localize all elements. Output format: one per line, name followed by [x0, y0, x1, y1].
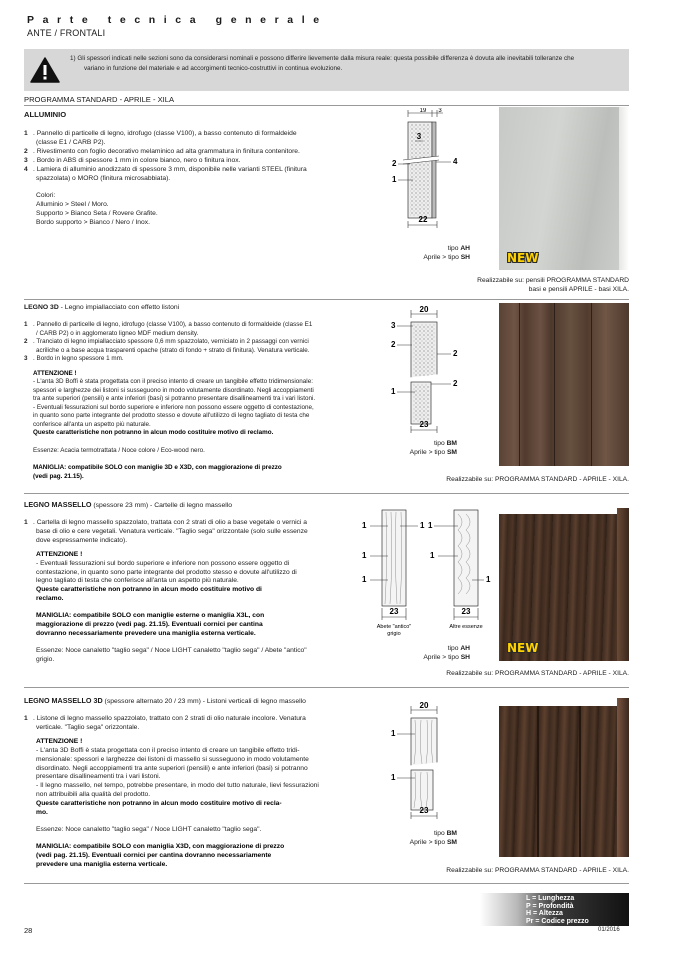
svg-text:20: 20 [419, 305, 429, 314]
notice-line: variano in funzione del materiale e ad accorgimenti tecnico-costruttivi in continua evoluzione. [84, 64, 343, 72]
page-number: 28 [24, 926, 33, 935]
svg-text:1: 1 [362, 575, 367, 584]
section-diagram-legno3d [383, 302, 473, 442]
svg-text:23: 23 [389, 607, 399, 616]
list-item: 3 . Bordo in legno spessore 1 mm. [24, 355, 124, 362]
notice-line: 1) Gli spessori indicati nelle sezioni sono da considerarsi nominali e possono differire lievemente dalla misura reale: questa possibile differenza è dovuta alle inevitabili tolleranze che [70, 55, 575, 62]
program-label: PROGRAMMA STANDARD - APRILE - XILA [24, 95, 175, 104]
attention-title: ATTENZIONE ! [36, 737, 83, 745]
svg-text:20: 20 [419, 701, 429, 710]
warning-icon [30, 57, 60, 83]
handle-note: MANIGLIA: compatibile SOLO con maniglia X3D, con maggiorazione di prezzo (vedi pag. 21.15). Eventuali cornici per cantina dovranno necessariamente prevedere una maniglia esterna verticale. [36, 842, 285, 868]
svg-text:2: 2 [453, 349, 458, 358]
svg-text:1: 1 [362, 521, 367, 530]
section-title-alluminio: ALLUMINIO [24, 110, 67, 119]
svg-text:1: 1 [430, 551, 435, 560]
legend-text: L = Lunghezza P = Profondità H = Altezza Pr = Codice prezzo [526, 895, 589, 925]
svg-text:1: 1 [486, 575, 491, 584]
svg-text:23: 23 [461, 607, 471, 616]
section-diagram-massello [358, 502, 498, 642]
caption-massello3d: Realizzabile su: PROGRAMMA STANDARD - APRILE - XILA. [446, 867, 629, 874]
divider [24, 493, 629, 494]
page-title: Parte tecnica generale [27, 14, 328, 26]
svg-text:23: 23 [419, 806, 429, 815]
type-label-massello: tipo AH Aprile > tipo SH [423, 645, 470, 661]
list-item: 4 . Lamiera di alluminio anodizzato di spessore 3 mm, disponibile nelle varianti STEEL (finitura spazzolata) o MORO (finitura microsabbiata). [24, 165, 307, 182]
new-badge: NEW [507, 641, 539, 655]
page-date: 01/2016 [598, 927, 620, 933]
caption-alluminio: Realizzabile su: pensili PROGRAMMA STANDARD basi e pensili APRILE - basi XILA. [477, 277, 629, 293]
divider [24, 299, 629, 300]
svg-text:3: 3 [438, 108, 442, 114]
handle-note: MANIGLIA: compatibile SOLO con maniglie esterne o maniglia X3L, con maggiorazione di prezzo (vedi pag. 21.15). Eventuali cornici per cantina dovranno necessariamente prevedere una maniglia esterna verticale. [36, 612, 265, 637]
type-label-alluminio: tipo AH Aprile > tipo SH [423, 245, 470, 261]
section-diagram-massello3d [383, 698, 473, 828]
svg-text:1: 1 [391, 773, 396, 782]
list-item: 1 . Cartella di legno massello spazzolato, trattata con 2 strati di olio a base vegetale o vernici a base di olio e cere vegetali. Venatura verticale. "Taglio sega" orizzontale (solo sulle essenze dove espressamente indicato). [24, 519, 308, 544]
section-title-massello: LEGNO MASSELLO (spessore 23 mm) - Cartelle di legno massello [24, 500, 233, 509]
svg-text:3: 3 [416, 132, 422, 141]
caption-massello: Realizzabile su: PROGRAMMA STANDARD - APRILE - XILA. [446, 670, 629, 677]
product-photo-legno3d [499, 303, 629, 466]
type-label-legno3d: tipo BM Aprile > tipo SM [409, 440, 457, 456]
list-item: 1 . Pannello di particelle di legno, idrofugo (classe V100), a basso contenuto di formaldeide (classe E1 / CARB P2). [24, 130, 297, 146]
list-item: 2 . Tranciato di legno impiallacciato spessore 0,6 mm spazzolato, verniciato in 2 passaggi con vernici acriliche o a base acqua trasparenti opache (strato di fondo + strato di finitura). Venatura verticale. [24, 338, 310, 354]
product-photo-massello3d [499, 694, 629, 857]
svg-text:4: 4 [453, 157, 458, 166]
svg-text:grigio: grigio [387, 631, 401, 637]
caption-legno3d: Realizzabile su: PROGRAMMA STANDARD - APRILE - XILA. [446, 476, 629, 483]
attention-note: Queste caratteristiche non potranno in alcun modo costituire motivo di recla- mo. [36, 800, 282, 817]
svg-text:1: 1 [362, 551, 367, 560]
massello3d-items: 1 . Listone di legno massello spazzolato, trattato con 2 strati di olio naturale incolore. Venatura verticale. "Taglio sega" orizzontale. ATTENZIONE ! - L'anta 3D Boffi è stata progettata con il preciso intento di creare un tangibile effetto tridi- mensionale: spessori e larghezze dei listoni di massello si susseguono in modo volutamente disordinato. Negli accoppiamenti tra ante superiori (pensili) e ante inferiori (basi) si potranno presentare disallineamenti tra i vari listoni. - Il legno massello, nel tempo, potrebbe presentare, in modo del tutto naturale, lievi fessurazioni non attribuibili alla qualità del prodotto. Queste caratteristiche non potranno in alcun modo costituire motivo di recla- mo. Essenze: Noce canaletto "taglio sega" / Noce LIGHT canaletto "taglio sega". MANIGLIA: compatibile SOLO con maniglia X3D, con maggiorazione di prezzo (vedi pag. 21.15). Eventuali cornici per cantina dovranno necessariamente prevedere una maniglia esterna verticale. [24, 715, 364, 870]
alluminio-items [24, 130, 369, 228]
divider [24, 105, 629, 106]
list-item: 2 . Rivestimento con foglio decorativo melaminico ad alta grammatura in finitura contenitore. [24, 147, 300, 155]
attention-title: ATTENZIONE ! [36, 550, 83, 558]
attention-note: Queste caratteristiche non potranno in alcun modo costituire motivo di reclamo. [33, 429, 274, 436]
product-photo-alluminio [499, 107, 629, 270]
colors-list: Colori: Alluminio > Steel / Moro. Supporto > Bianco Seta / Rovere Grafite. Bordo supporto > Bianco / Nero / Inox. [36, 192, 158, 227]
section-title-massello3d: LEGNO MASSELLO 3D (spessore alternato 20 / 23 mm) - Listoni verticali di legno massello [24, 696, 306, 705]
svg-text:1: 1 [428, 521, 433, 530]
svg-text:2: 2 [392, 159, 397, 168]
product-photo-massello [499, 498, 629, 661]
essences: Essenze: Noce canaletto "taglio sega" / Noce LIGHT canaletto "taglio sega". [36, 825, 262, 833]
list-item: 1 . Pannello di particelle di legno, idrofugo (classe V100), a basso contenuto di formaldeide (classe E1 / CARB P2) o in agglomerato ligneo MDF medium density. [24, 321, 313, 337]
attention-title: ATTENZIONE ! [33, 369, 77, 377]
new-badge: NEW [507, 251, 539, 265]
svg-text:Altre essenze: Altre essenze [449, 624, 483, 630]
divider [24, 883, 629, 884]
svg-text:2: 2 [391, 340, 396, 349]
svg-text:Abete "antico": Abete "antico" [376, 624, 412, 630]
essences: Essenze: Acacia termotrattata / Noce colore / Eco-wood nero. [33, 446, 205, 454]
notice-text [70, 54, 622, 73]
list-item: 3 . Bordo in ABS di spessore 1 mm in colore bianco, nero o finitura inox. [24, 156, 241, 164]
svg-text:22: 22 [418, 215, 428, 224]
divider [24, 687, 629, 688]
handle-note: MANIGLIA: compatibile SOLO con maniglie 3D e X3D, con maggiorazione di prezzo (vedi pag. 21.15). [33, 464, 282, 480]
svg-text:19: 19 [419, 108, 427, 114]
section-diagram-alluminio [383, 108, 473, 238]
abbreviation-legend [480, 893, 629, 926]
svg-text:1: 1 [420, 521, 425, 530]
svg-text:3: 3 [391, 321, 396, 330]
massello-items: 1 . Cartella di legno massello spazzolato, trattata con 2 strati di olio a base vegetale o vernici a base di olio e cere vegetali. Venatura verticale. "Taglio sega" orizzontale (solo sulle essenze dove espressamente indicato). ATTENZIONE ! - Eventuali fessurazioni sul bordo superiore e inferiore non possono essere oggetto di contestazione, in quanto sono parte integrante del prodotto stesso e dovute all'utilizzo di legno tagliato di testa che conferisce all'anta un aspetto più naturale. Queste caratteristiche non potranno in alcun modo costituire motivo di reclamo. MANIGLIA: compatibile SOLO con maniglie esterne o maniglia X3L, con maggiorazione di prezzo (vedi pag. 21.15). Eventuali cornici per cantina dovranno necessariamente prevedere una maniglia esterna verticale. Essenze: Noce canaletto "taglio sega" / Noce LIGHT canaletto "taglio sega" / Abete "antico" grigio. [24, 519, 364, 665]
svg-text:1: 1 [392, 175, 397, 184]
svg-text:2: 2 [453, 379, 458, 388]
svg-text:1: 1 [391, 387, 396, 396]
svg-text:23: 23 [419, 420, 429, 429]
type-label-massello3d: tipo BM Aprile > tipo SM [409, 830, 457, 846]
essences: Essenze: Noce canaletto "taglio sega" / Noce LIGHT canaletto "taglio sega" / Abete "antico" grigio. [36, 646, 307, 663]
notice-box [24, 49, 629, 91]
page-subtitle: ANTE / FRONTALI [27, 28, 106, 38]
legno3d-items: 1 . Pannello di particelle di legno, idrofugo (classe V100), a basso contenuto di formaldeide (classe E1 / CARB P2) o in agglomerato ligneo MDF medium density. 2 . Tranciato di legno impiallacciato spessore 0,6 mm spazzolato, verniciato in 2 passaggi con vernici acriliche o a base acqua trasparenti opache (strato di fondo + strato di finitura). Venatura verticale. 3 . Bordo in legno spessore 1 mm. ATTENZIONE ! - L'anta 3D Boffi è stata progettata con il preciso intento di creare un tangibile effetto tridimensionale: spessori e larghezze dei listoni si susseguono in modo volutamente disordinato. Negli accoppiamenti tra ante superiori (pensili) e ante inferiori (basi) si potranno presentare disallineamenti tra i vari listoni. - Eventuali fessurazioni sul bordo superiore e inferiore non possono essere oggetto di contestazione, in quanto sono parte integrante del prodotto stesso e dovute all'utilizzo di legno tagliato di testa che conferisce all'anta un aspetto più naturale. Queste caratteristiche non potranno in alcun modo costituire motivo di reclamo. Essenze: Acacia termotrattata / Noce colore / Eco-wood nero. MANIGLIA: compatibile SOLO con maniglie 3D e X3D, con maggiorazione di prezzo (vedi pag. 21.15). [24, 321, 364, 481]
list-item: 1 . Listone di legno massello spazzolato, trattato con 2 strati di olio naturale incolore. Venatura verticale. "Taglio sega" orizzontale. [24, 715, 306, 731]
svg-text:1: 1 [391, 729, 396, 738]
attention-note: Queste caratteristiche non potranno in alcun modo costituire motivo di reclamo. [36, 586, 262, 603]
section-title-legno3d: LEGNO 3D - Legno impiallacciato con effetto listoni [24, 304, 180, 311]
